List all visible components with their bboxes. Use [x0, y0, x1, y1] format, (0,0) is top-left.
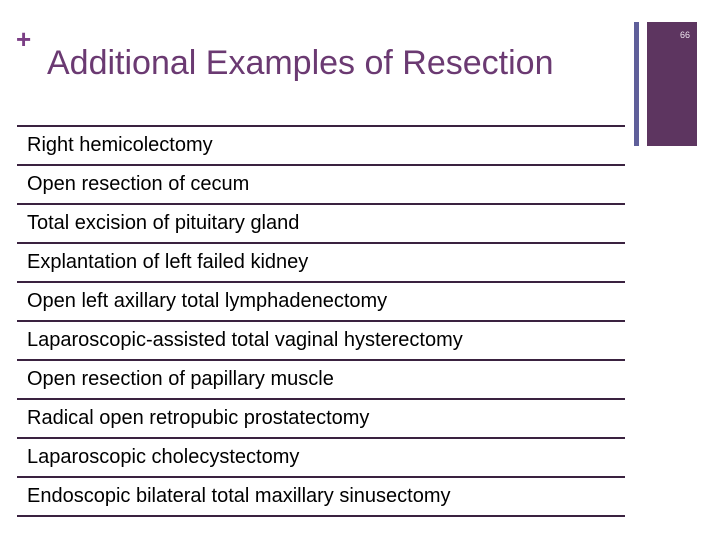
- resection-examples-table: [17, 125, 625, 517]
- table-row: Total excision of pituitary gland: [17, 205, 625, 244]
- page-number: 66: [679, 30, 690, 40]
- plus-icon: +: [16, 24, 32, 54]
- table-row: Open resection of cecum: [17, 166, 625, 205]
- table-row: Laparoscopic-assisted total vaginal hysterectomy: [17, 322, 625, 361]
- decorative-accent-bar: [647, 22, 697, 146]
- table-row: Laparoscopic cholecystectomy: [17, 439, 625, 478]
- table-row: Endoscopic bilateral total maxillary sinusectomy: [17, 478, 625, 517]
- slide-title: Additional Examples of Resection: [47, 44, 554, 82]
- table-row: Right hemicolectomy: [17, 127, 625, 166]
- table-row: Explantation of left failed kidney: [17, 244, 625, 283]
- table-row: Open resection of papillary muscle: [17, 361, 625, 400]
- table-row: Open left axillary total lymphadenectomy: [17, 283, 625, 322]
- table-row: Radical open retropubic prostatectomy: [17, 400, 625, 439]
- decorative-thin-bar: [634, 22, 639, 146]
